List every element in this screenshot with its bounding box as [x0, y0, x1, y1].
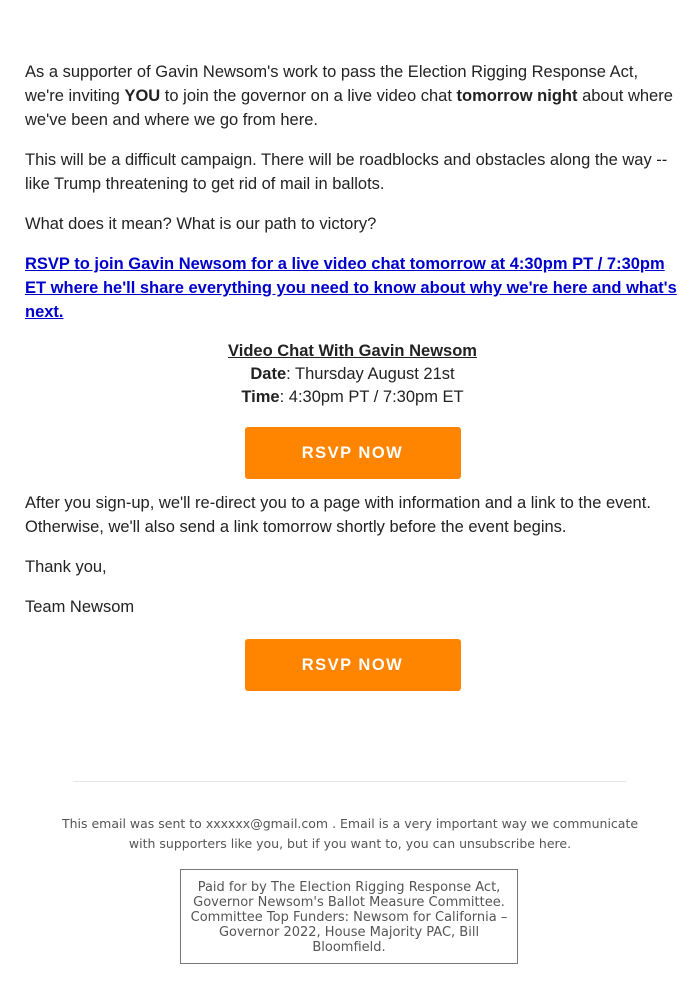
question-paragraph: What does it mean? What is our path to victory?: [25, 215, 377, 233]
intro-text: As a supporter of Gavin Newsom's work to pass the Election Rigging Response Act, we're inviting: [25, 63, 639, 105]
date-value: : Thursday August 21st: [286, 365, 455, 383]
event-time: [25, 386, 680, 409]
recipient-email: xxxxxx@gmail.com: [205, 816, 329, 831]
unsubscribe-link[interactable]: unsubscribe here: [459, 836, 568, 851]
footer-period: .: [567, 836, 572, 851]
footer-divider: [73, 781, 626, 782]
intro-tomorrow-night: tomorrow night: [456, 87, 578, 105]
rsvp-button-wrap-2: [25, 639, 680, 691]
paid-for-disclaimer: Paid for by The Election Rigging Response Act, Governor Newsom's Ballot Measure Committee. Committee Top Funders: Newsom for California – Governor 2022, House Majority PAC, Bill Bloomfield.: [180, 869, 518, 964]
rsvp-now-button-bottom[interactable]: RSVP NOW: [245, 639, 461, 691]
intro-text-2: to join the governor on a live video chat: [160, 87, 457, 105]
footer-sent-text: This email was sent to: [61, 816, 206, 831]
intro-paragraph: [25, 60, 680, 132]
footer-notice: [60, 814, 640, 854]
rsvp-button-wrap-1: [25, 427, 680, 479]
campaign-paragraph: This will be a difficult campaign. There will be roadblocks and obstacles along the way -- like Trump threatening to get rid of mail in ballots.: [25, 151, 668, 193]
event-details: [25, 340, 680, 409]
signature-text: Team Newsom: [25, 598, 135, 616]
time-value: : 4:30pm PT / 7:30pm ET: [279, 388, 464, 406]
intro-you: YOU: [124, 87, 161, 105]
email-body: [25, 60, 680, 703]
footer-sent-text-2: . Email is a very important way we communicate with supporters like you, but if you want to, you can: [128, 816, 639, 851]
intro-text-3: about where we've been and where we go from here.: [25, 87, 673, 129]
after-signup-paragraph: After you sign-up, we'll re-direct you to a page with information and a link to the event. Otherwise, we'll also send a link tomorrow shortly before the event begins.: [25, 494, 651, 536]
rsvp-now-button[interactable]: RSVP NOW: [245, 427, 461, 479]
thank-you-text: Thank you,: [25, 558, 107, 576]
rsvp-text-link[interactable]: RSVP to join Gavin Newsom for a live video chat tomorrow at 4:30pm PT / 7:30pm ET where he'll share everything you need to know about why we're here and what's next.: [25, 255, 677, 321]
time-label: Time: [241, 388, 280, 406]
event-date: [25, 363, 680, 386]
event-title: Video Chat With Gavin Newsom: [228, 342, 477, 360]
date-label: Date: [250, 365, 287, 383]
